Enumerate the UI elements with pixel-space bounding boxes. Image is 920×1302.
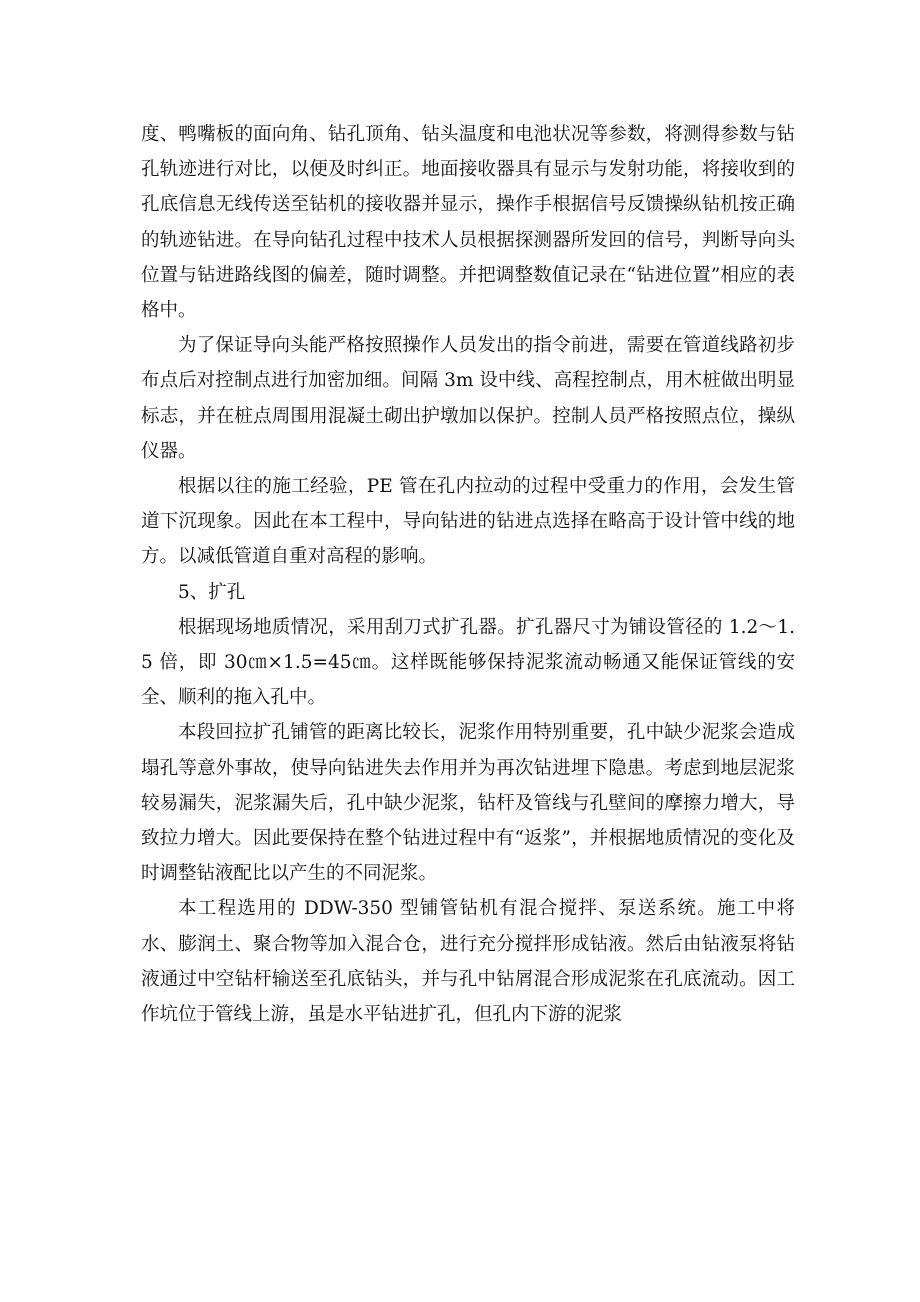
paragraph-pipe-sinking: 根据以往的施工经验，PE 管在孔内拉动的过程中受重力的作用，会发生管道下沉现象。因此在本工程中，导向钻进的钻进点选择在略高于设计管中线的地方。以减低管道自重对高程的影响。: [141, 476, 795, 568]
paragraph-mud-importance: 本段回拉扩孔铺管的距离比较长，泥浆作用特别重要，孔中缺少泥浆会造成塌孔等意外事故，使导向钻进失去作用并为再次钻进埋下隐患。考虑到地层泥浆较易漏失，泥浆漏失后，孔中缺少泥浆，钻杆及管线与孔壁间的摩擦力增大，导致拉力增大。因此要保持在整个钻进过程中有“返浆”，并根据地质情况的变化及时调整钻液配比以产生的不同泥浆。: [141, 722, 795, 885]
paragraph-guidance-tracking: 度、鸭嘴板的面向角、钻孔顶角、钻头温度和电池状况等参数，将测得参数与钻孔轨迹进行对比，以便及时纠正。地面接收器具有显示与发射功能，将接收到的孔底信息无线传送至钻机的接收器并显示，操作手根据信号反馈操纵钻机按正确的轨迹钻进。在导向钻孔过程中技术人员根据探测器所发回的信号，判断导向头位置与钻进路线图的偏差，随时调整。并把调整数值记录在“钻进位置”相应的表格中。: [141, 124, 795, 322]
paragraph-reamer-selection: 根据现场地质情况，采用刮刀式扩孔器。扩孔器尺寸为铺设管径的 1.2～1.5 倍，即 30㎝×1.5=45㎝。这样既能够保持泥浆流动畅通又能保证管线的安全、顺利的拖入孔中。: [141, 616, 795, 709]
section-heading-reaming: 5、扩孔: [178, 581, 246, 603]
paragraph-control-points: 为了保证导向头能严格按照操作人员发出的指令前进，需要在管道线路初步布点后对控制点进行加密加细。间隔 3m 设中线、高程控制点，用木桩做出明显标志，并在桩点周围用混凝土砌出护墩加以保护。控制人员严格按照点位，操纵仪器。: [141, 335, 795, 462]
document-body: [141, 117, 795, 1032]
paragraph-drilling-rig-system: 本工程选用的 DDW-350 型铺管钻机有混合搅拌、泵送系统。施工中将水、膨润土、聚合物等加入混合仓，进行充分搅拌形成钻液。然后由钻液泵将钻液通过中空钻杆输送至孔底钻头，并与孔中钻屑混合形成泥浆在孔底流动。因工作坑位于管线上游，虽是水平钻进扩孔，但孔内下游的泥浆: [141, 898, 795, 1026]
